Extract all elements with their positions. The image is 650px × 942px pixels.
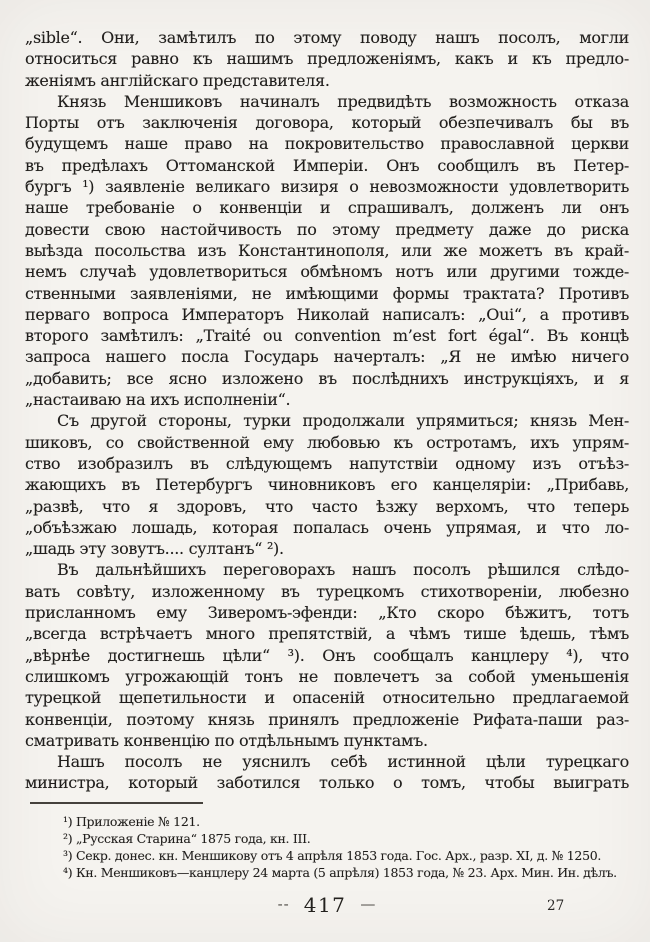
text-line: перваго вопроса Императоръ Николай написалъ: „Oui“, а противъ — [25, 304, 629, 324]
text-line: ство изобразилъ въ слѣдующемъ напутствіи одному изъ отъѣз- — [25, 453, 629, 473]
footnote-line: ¹) Приложеніе № 121. — [63, 813, 200, 829]
text-line: Порты отъ заключенія договора, который обезпечивалъ бы въ — [25, 113, 629, 133]
page-number-right-dash: — — [360, 894, 377, 913]
text-line: ственными заявленіями, не имѣющими формы трактата? Противъ — [25, 283, 629, 303]
text-line: бургъ ¹) заявленіе великаго визиря о невозможности удовлетворить — [25, 177, 629, 197]
text-line: жающихъ въ Петербургъ чиновниковъ его канцеляріи: „Прибавь, — [25, 475, 629, 495]
text-line: довести свою настойчивость по этому предмету даже до риска — [25, 219, 629, 239]
text-line: слишкомъ угрожающій тонъ не повлечетъ за собой уменьшенія — [25, 666, 629, 686]
text-line: женіямъ англійскаго представителя. — [25, 70, 330, 90]
text-line: наше требованіе о конвенціи и спрашивалъ, долженъ ли онъ — [25, 198, 629, 218]
text-line: вать совѣту, изложенному въ турецкомъ стихотвореніи, любезно — [25, 581, 629, 601]
text-line: „вѣрнѣе достигнешь цѣли“ ³). Онъ сообщалъ канцлеру ⁴), что — [25, 645, 629, 665]
text-line: второго замѣтилъ: „Traité ou convention m’est fort égal“. Въ концѣ — [25, 326, 629, 346]
text-line: Съ другой стороны, турки продолжали упрямиться; князь Мен- — [57, 411, 629, 431]
text-line: Въ дальнѣйшихъ переговорахъ нашъ посолъ рѣшился слѣдо- — [57, 560, 629, 580]
text-line: въ предѣлахъ Оттоманской Имперіи. Онъ сообщилъ въ Петер- — [25, 155, 629, 175]
text-line: сматривать конвенцію по отдѣльнымъ пунктамъ. — [25, 730, 428, 750]
text-line: „развѣ, что я здоровъ, что часто ѣзжу верхомъ, что теперь — [25, 496, 629, 516]
text-line: „шадь эту зовутъ.... султанъ“ ²). — [25, 539, 284, 559]
text-line: „sible“. Они, замѣтилъ по этому поводу нашъ посолъ, могли — [25, 28, 629, 47]
text-line: шиковъ, со свойственной ему любовью къ остротамъ, ихъ упрям- — [25, 432, 629, 452]
footnote-line: ⁴) Кн. Меншиковъ—канцлеру 24 марта (5 апрѣля) 1853 года, № 23. Арх. Мин. Ин. дѣлъ. — [63, 864, 617, 880]
text-line: Князь Меншиковъ начиналъ предвидѣть возможность отказа — [57, 91, 629, 111]
text-line: выѣзда посольства изъ Константинополя, или же можетъ въ край- — [25, 240, 629, 260]
page-number-left-dash: -- — [277, 894, 290, 913]
text-line: турецкой щепетильности и опасеній относительно предлагаемой — [25, 688, 629, 708]
page-text-block — [25, 27, 629, 919]
footnote-line: ³) Секр. донес. кн. Меншикову отъ 4 апрѣля 1853 года. Гос. Арх., разр. XI, д. № 1250. — [63, 847, 602, 863]
text-line: „всегда встрѣчаетъ много препятствій, а чѣмъ тише ѣдешь, тѣмъ — [25, 624, 629, 644]
page-footer — [25, 893, 629, 919]
page-number-group — [264, 893, 391, 916]
text-line: немъ случаѣ удовлетвориться обмѣномъ нотъ или другими тожде- — [25, 262, 629, 282]
text-line: Нашъ посолъ не уяснилъ себѣ истинной цѣли турецкаго — [57, 752, 629, 772]
text-line: „объѣзжаю лошадь, которая попалась очень упрямая, и что ло- — [25, 517, 629, 537]
page-number: 417 — [303, 892, 347, 917]
footnote-rule — [30, 802, 203, 804]
text-line: присланномъ ему Зиверомъ-эфенди: „Кто скоро бѣжитъ, тотъ — [25, 603, 629, 623]
text-line: „настаиваю на ихъ исполненіи“. — [25, 390, 291, 410]
text-line: „добавить; все ясно изложено въ послѣднихъ инструкціяхъ, и я — [25, 368, 629, 388]
text-line: будущемъ наше право на покровительство православной церкви — [25, 134, 629, 154]
footnote-line: ²) „Русская Старина“ 1875 года, кн. III. — [63, 830, 311, 846]
text-line: запроса нашего посла Государь начерталъ: „Я не имѣю ничего — [25, 347, 629, 367]
sheet-number: 27 — [547, 897, 565, 914]
text-line: конвенціи, поэтому князь принялъ предложеніе Рифата-паши раз- — [25, 709, 629, 729]
text-line: относиться равно къ нашимъ предложеніямъ, какъ и къ предло- — [25, 49, 629, 69]
footnotes-block — [25, 813, 629, 881]
text-line: министра, который заботился только о томъ, чтобы выиграть — [25, 773, 629, 793]
